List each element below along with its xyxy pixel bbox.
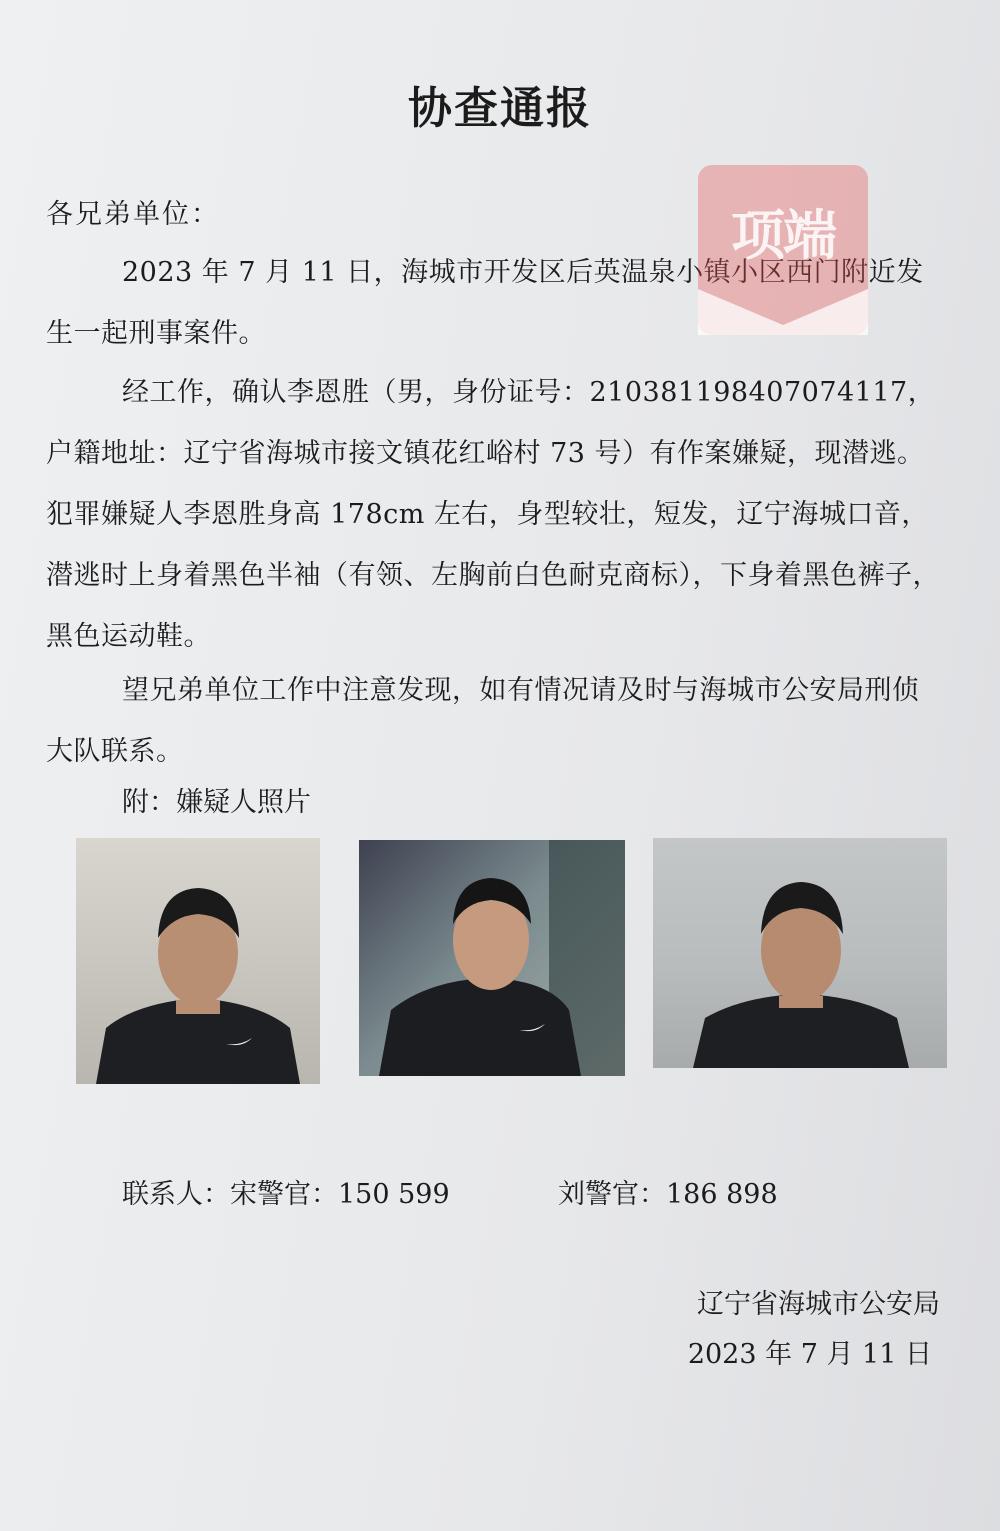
paragraph-suspect: 经工作，确认李恩胜（男，身份证号：210381198407074117，户籍地址：辽宁省海城市接文镇花红峪村 73 号）有作案嫌疑，现潜逃。犯罪嫌疑人李恩胜身高 178cm 左右，身型较壮，短发，辽宁海城口音，潜逃时上身着黑色半袖（有领、左胸前白色耐克商标），下身着黑色裤子，黑色运动鞋。 <box>46 377 940 652</box>
suspect-photo-3 <box>653 838 947 1068</box>
paragraph-request: 望兄弟单位工作中注意发现，如有情况请及时与海城市公安局刑侦大队联系。 <box>46 675 920 767</box>
issue-date: 2023 年 7 月 11 日 <box>687 1339 932 1370</box>
watermark-text: 项端 <box>731 204 835 267</box>
document-title: 协查通报 <box>408 83 592 134</box>
suspect-photo-1 <box>76 838 320 1084</box>
watermark-logo <box>698 165 868 335</box>
contact-liu: 刘警官：186 898 <box>558 1179 778 1210</box>
paragraph-incident: 2023 年 7 月 11 日，海城市开发区后英温泉小镇小区西门附近发生一起刑事案件。 <box>46 257 924 349</box>
issuer-name: 辽宁省海城市公安局 <box>697 1289 940 1320</box>
salutation: 各兄弟单位： <box>46 199 220 230</box>
suspect-photo-2 <box>359 840 625 1076</box>
attachment-label: 附：嫌疑人照片 <box>122 787 311 818</box>
watermark-paper-icon <box>698 279 868 335</box>
contact-song: 联系人：宋警官：150 599 <box>122 1179 450 1210</box>
